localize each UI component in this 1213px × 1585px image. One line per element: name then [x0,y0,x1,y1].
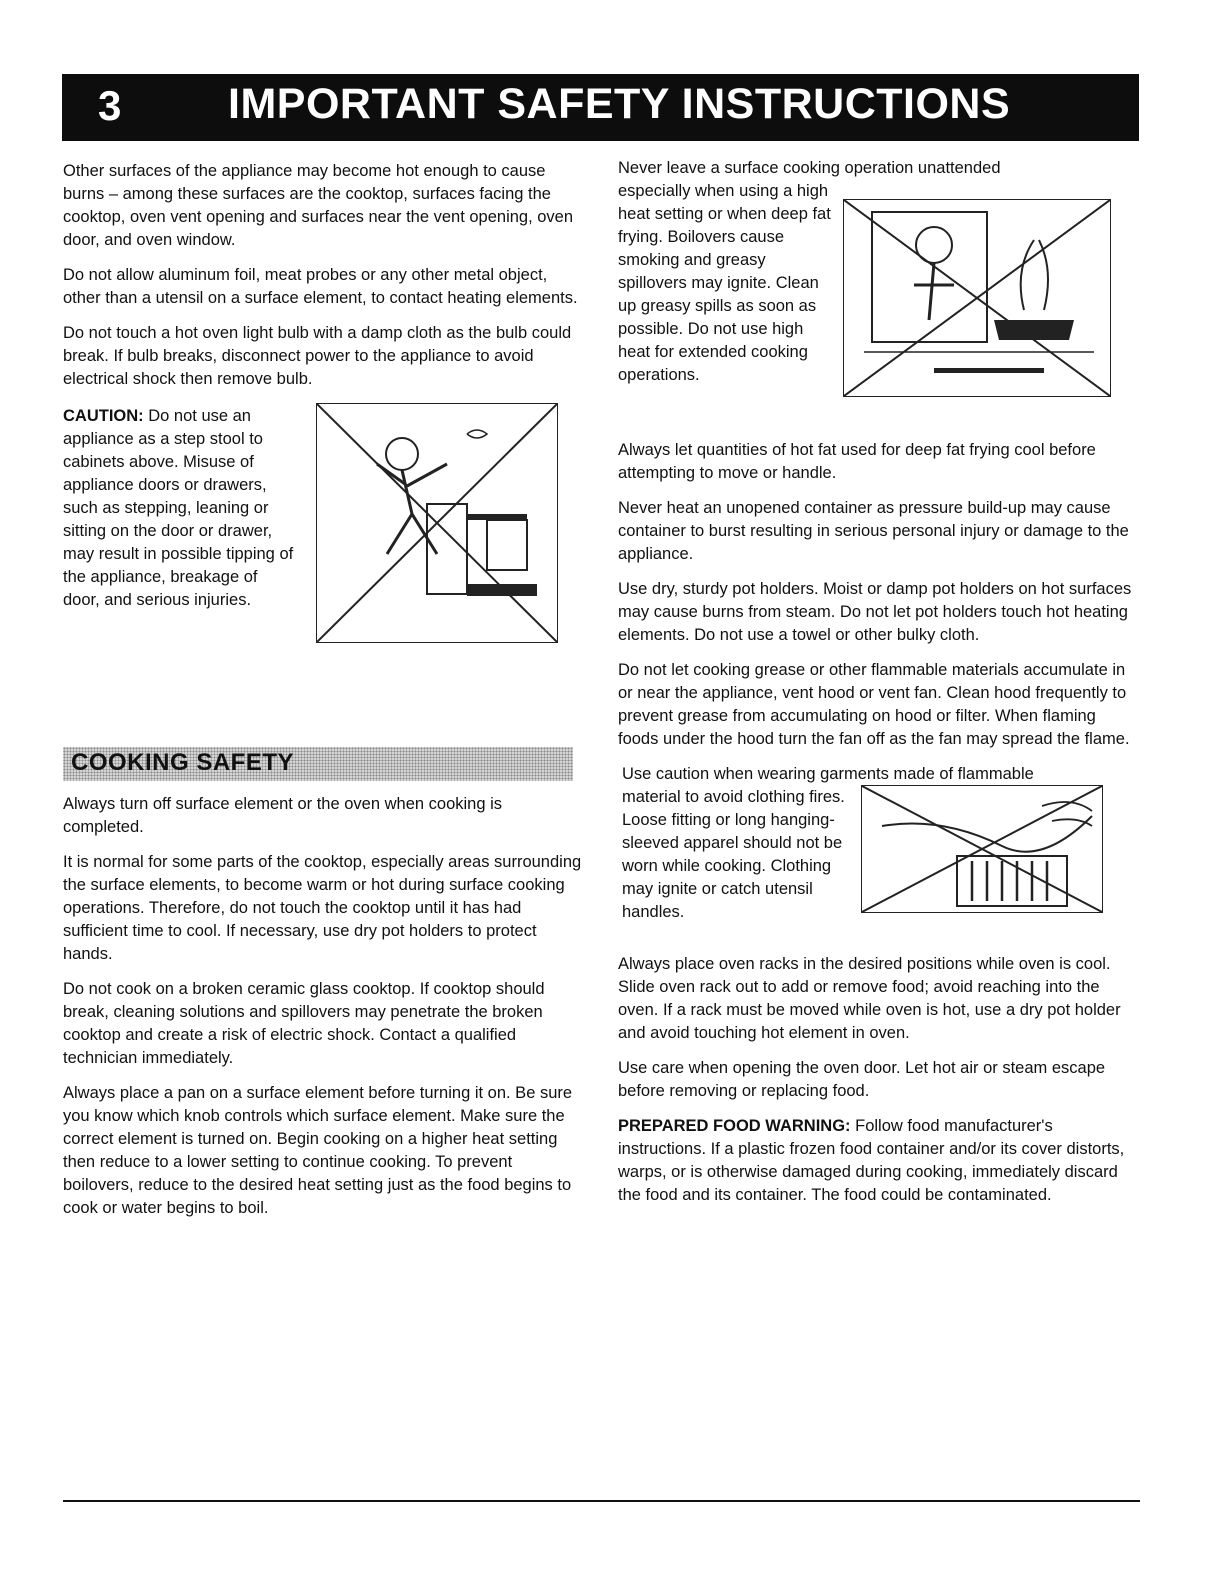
warning-label: PREPARED FOOD WARNING: [618,1117,851,1135]
paragraph-unopened-container: Never heat an unopened container as pressure build-up may cause container to burst resulting in serious personal injury or damage to the appliance. [618,499,1129,563]
paragraph-oven-door: Use care when opening the oven door. Let hot air or steam escape before removing or replacing food. [618,1059,1106,1100]
prohibited-step-stool-icon [317,404,557,642]
garments-intro: Use caution when wearing garments made of flammable [622,765,1034,783]
prohibited-unattended-cooking-icon [844,200,1110,396]
paragraph-prepared-food [618,1115,1138,1207]
paragraph-broken-cooktop: Do not cook on a broken ceramic glass cooktop. If cooktop should break, cleaning solutions and spillovers may penetrate the broken cooktop and create a risk of electric shock. Contact a qualified technician immediately. [63,980,545,1067]
garments-text: material to avoid clothing fires. Loose fitting or long hanging-sleeved apparel should not be worn while cooking. Clothing may ignite or catch utensil handles. [622,788,845,921]
paragraph-metal-objects: Do not allow aluminum foil, meat probes or any other metal object, other than a utensil on a surface element, to contact heating elements. [63,266,578,307]
caution-label: CAUTION: [63,407,144,425]
paragraph-light-bulb: Do not touch a hot oven light bulb with a damp cloth as the bulb could break. If bulb breaks, disconnect power to the appliance to avoid electrical shock then remove bulb. [63,324,572,388]
left-column [63,160,583,1232]
prohibited-loose-sleeves-icon [862,786,1102,912]
paragraph-grease: Do not let cooking grease or other flammable materials accumulate in or near the appliance, vent hood or vent fan. Clean hood frequently to prevent grease from accumulating on hood or filter. When flaming foods under the hood turn the fan off as the fan may spread the flame. [618,661,1130,748]
paragraph-pot-holders: Use dry, sturdy pot holders. Moist or damp pot holders on hot surfaces may cause burns from steam. Do not let pot holders touch hot heating elements. Do not use a towel or other bulky cloth. [618,580,1132,644]
section-banner-cooking-safety [63,747,573,781]
unattended-intro: Never leave a surface cooking operation unattended [618,159,1001,177]
sleeves-illustration [861,785,1103,913]
caution-block [63,405,583,705]
page-header [62,74,1139,141]
section-title: COOKING SAFETY [71,749,295,776]
unattended-block [618,157,1138,439]
unattended-text: especially when using a high heat setting or when deep fat frying. Boilovers cause smoking and greasy spillovers may ignite. Clean up greasy spills as soon as possible. Do not use high heat for extended cooking operations. [618,182,831,384]
footer-rule [63,1500,1140,1502]
paragraph-hot-surfaces: Other surfaces of the appliance may become hot enough to cause burns – among these surfaces are the cooktop, surfaces facing the cooktop, oven vent opening and surfaces near the vent opening, oven door, and oven window. [63,162,574,249]
page-title: IMPORTANT SAFETY INSTRUCTIONS [228,80,1011,128]
unattended-illustration [843,199,1111,397]
paragraph-turn-off: Always turn off surface element or the oven when cooking is completed. [63,795,503,836]
paragraph-hot-fat: Always let quantities of hot fat used for deep fat frying cool before attempting to move or handle. [618,441,1096,482]
caution-text: Do not use an appliance as a step stool to cabinets above. Misuse of appliance doors or drawers, such as stepping, leaning or sitting on the door or drawer, may result in possible tipping of the appliance, breakage of door, and serious injuries. [63,407,294,609]
paragraph-warm-cooktop: It is normal for some parts of the cooktop, especially areas surrounding the surface elements, to become warm or hot during surface cooking operations. Therefore, do not touch the cooktop until it has had sufficient time to cool. If necessary, use dry pot holders to protect hands. [63,853,582,963]
garments-block [618,763,1138,953]
step-stool-illustration [316,403,558,643]
page-number: 3 [98,82,122,129]
caution-paragraph [63,405,298,612]
paragraph-place-pan: Always place a pan on a surface element before turning it on. Be sure you know which knob controls which surface element. Make sure the correct element is turned on. Begin cooking on a higher heat setting then reduce to a lower setting to continue cooking. To prevent boilovers, reduce to the desired heat setting just as the food begins to cook or water begins to boil. [63,1084,573,1217]
warning-text: Follow food manufacturer's instructions. If a plastic frozen food container and/or its cover distorts, warps, or is otherwise damaged during cooking, immediately discard the food and its container. The food could be contaminated. [618,1117,1125,1204]
right-column [618,157,1138,1219]
paragraph-oven-racks: Always place oven racks in the desired positions while oven is cool. Slide oven rack out to add or remove food; avoid reaching into the oven. If a rack must be moved while oven is hot, use a dry pot holder and avoid touching hot element in oven. [618,955,1121,1042]
